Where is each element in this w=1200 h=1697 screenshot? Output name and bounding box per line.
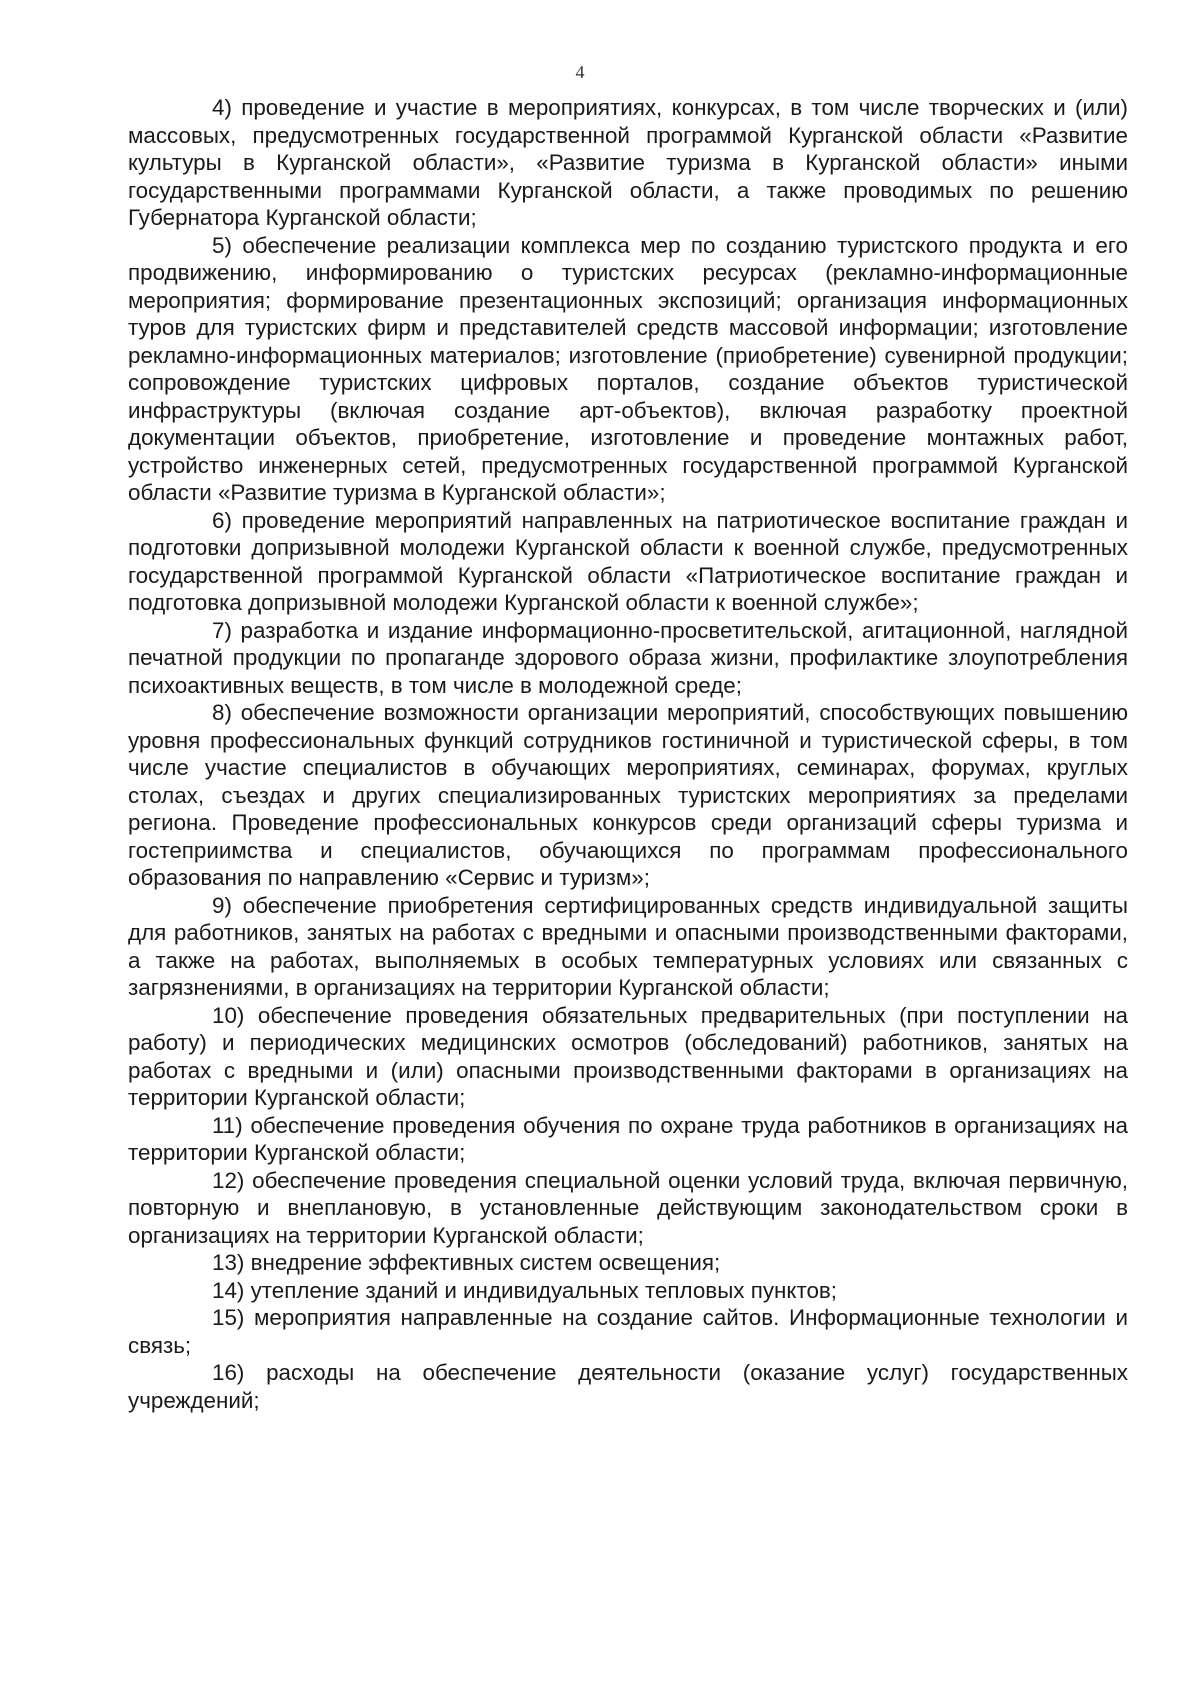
list-item: 7) разработка и издание информационно-просветительской, агитационной, наглядной печатной продукции по пропаганде здорового образа жизни, профилактике злоупотребления психоактивных веществ, в том числе в молодежной среде; <box>128 617 1128 698</box>
list-item: 10) обеспечение проведения обязательных предварительных (при поступлении на работу) и периодических медицинских осмотров (обследований) работников, занятых на работах с вредными и (или) опасными производственными факторами в организациях на территории Курганской области; <box>128 1002 1128 1110</box>
list-item: 15) мероприятия направленные на создание сайтов. Информационные технологии и связь; <box>128 1305 1128 1358</box>
list-item: 4) проведение и участие в мероприятиях, конкурсах, в том числе творческих и (или) массовых, предусмотренных государственной программой Курганской области «Развитие культуры в Курганской области», «Развитие туризма в Курганской области» иными государственными программами Курганской области, а также проводимых по решению Губернатора Курганской области; <box>128 95 1128 230</box>
list-item: 12) обеспечение проведения специальной оценки условий труда, включая первичную, повторную и внеплановую, в установленные действующим законодательством сроки в организациях на территории Курганской области; <box>128 1167 1128 1248</box>
document-body <box>128 94 1128 1414</box>
page-number: 4 <box>575 62 585 82</box>
list-item: 14) утепление зданий и индивидуальных тепловых пунктов; <box>212 1277 838 1303</box>
list-item: 13) внедрение эффективных систем освещения; <box>212 1250 721 1275</box>
list-item: 16) расходы на обеспечение деятельности (оказание услуг) государственных учреждений; <box>128 1360 1128 1413</box>
list-item: 5) обеспечение реализации комплекса мер по созданию туристского продукта и его продвижению, информированию о туристских ресурсах (рекламно-информационные мероприятия; формирование презентационных экспозиций; организация информационных туров для туристских фирм и представителей средств массовой информации; изготовление рекламно-информационных материалов; изготовление (приобретение) сувенирной продукции; сопровождение туристских цифровых порталов, создание объектов туристической инфраструктуры (включая создание арт-объектов), включая разработку проектной документации объектов, приобретение, изготовление и проведение монтажных работ, устройство инженерных сетей, предусмотренных государственной программой Курганской области «Развитие туризма в Курганской области»; <box>128 232 1128 505</box>
list-item: 6) проведение мероприятий направленных на патриотическое воспитание граждан и подготовки допризывной молодежи Курганской области к военной службе, предусмотренных государственной программой Курганской области «Патриотическое воспитание граждан и подготовка допризывной молодежи Курганской области к военной службе»; <box>128 507 1128 615</box>
list-item: 9) обеспечение приобретения сертифицированных средств индивидуальной защиты для работников, занятых на работах с вредными и опасными производственными факторами, а также на работах, выполняемых в особых температурных условиях или связанных с загрязнениями, в организациях на территории Курганской области; <box>128 892 1128 1000</box>
list-item: 11) обеспечение проведения обучения по охране труда работников в организациях на территории Курганской области; <box>128 1112 1128 1165</box>
list-item: 8) обеспечение возможности организации мероприятий, способствующих повышению уровня профессиональных функций сотрудников гостиничной и туристической сферы, в том числе участие специалистов в обучающих мероприятиях, семинарах, форумах, круглых столах, съездах и других специализированных туристских мероприятиях за пределами региона. Проведение профессиональных конкурсов среди организаций сферы туризма и гостеприимства и специалистов, обучающихся по программам профессионального образования по направлению «Сервис и туризм»; <box>128 700 1128 890</box>
